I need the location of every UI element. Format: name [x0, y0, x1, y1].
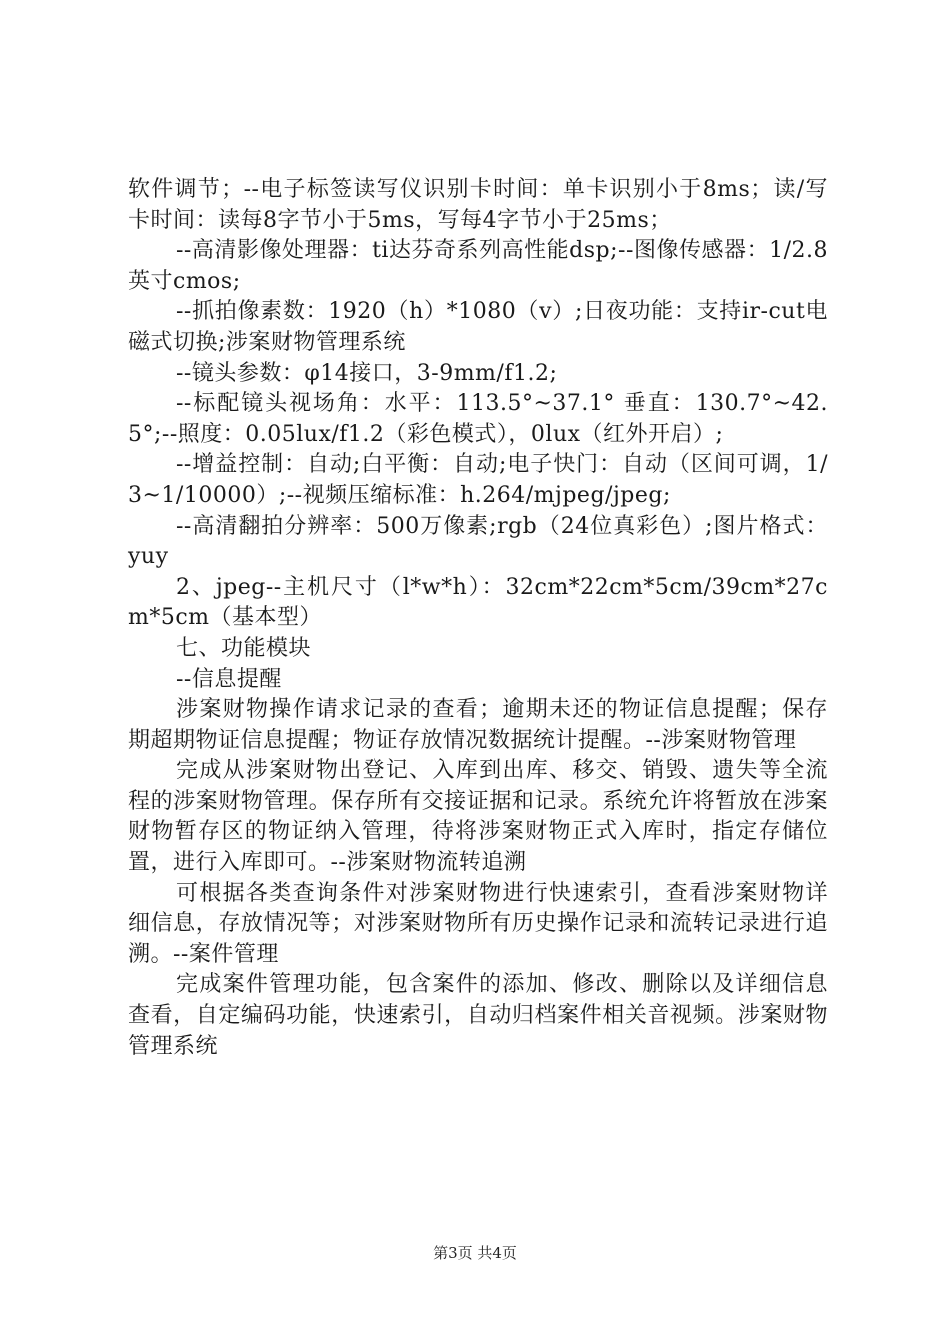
section-heading-function-modules: 七、功能模块 [176, 635, 312, 661]
paragraph-case-management: 完成案件管理功能，包含案件的添加、修改、删除以及详细信息查看，自定编码功能，快速索引，自动归档案件相关音视频。涉案财物管理系统 [128, 972, 828, 1059]
paragraph-property-management: 完成从涉案财物出登记、入库到出库、移交、销毁、遗失等全流程的涉案财物管理。保存所有交接证据和记录。系统允许将暂放在涉案财物暂存区的物证纳入管理，待将涉案财物正式入库时，指定存储位置，进行入库即可。--涉案财物流转追溯 [128, 758, 828, 876]
paragraph-2: --高清影像处理器：ti达芬奇系列高性能dsp;--图像传感器：1/2.8英寸cmos; [128, 238, 828, 294]
paragraph-1: 软件调节；--电子标签读写仪识别卡时间：单卡识别小于8ms；读/写卡时间：读每8字节小于5ms，写每4字节小于25ms； [128, 177, 828, 233]
paragraph-5: --标配镜头视场角：水平：113.5°~37.1° 垂直：130.7°~42.5°;--照度：0.05lux/f1.2（彩色模式），0lux（红外开启）; [128, 391, 828, 447]
paragraph-6: --增益控制：自动;白平衡：自动;电子快门：自动（区间可调，1/3~1/10000）;--视频压缩标准：h.264/mjpeg/jpeg; [128, 452, 828, 508]
subheading-info-reminder: --信息提醒 [176, 666, 282, 692]
page-number-footer: 第3页 共4页 [433, 1244, 517, 1262]
document-body [128, 175, 828, 1062]
paragraph-info-reminder: 涉案财物操作请求记录的查看；逾期未还的物证信息提醒；保存期超期物证信息提醒；物证存放情况数据统计提醒。--涉案财物管理 [128, 697, 828, 753]
paragraph-3: --抓拍像素数：1920（h）*1080（v）;日夜功能：支持ir-cut电磁式切换;涉案财物管理系统 [128, 299, 828, 355]
paragraph-8: 2、jpeg--主机尺寸（l*w*h）：32cm*22cm*5cm/39cm*27cm*5cm（基本型） [128, 574, 828, 631]
paragraph-4: --镜头参数：φ14接口，3-9mm/f1.2; [176, 360, 558, 386]
paragraph-property-tracing: 可根据各类查询条件对涉案财物进行快速索引，查看涉案财物详细信息，存放情况等；对涉案财物所有历史操作记录和流转记录进行追溯。--案件管理 [128, 880, 828, 967]
paragraph-7: --高清翻拍分辨率：500万像素;rgb（24位真彩色）;图片格式：yuy [128, 513, 828, 570]
